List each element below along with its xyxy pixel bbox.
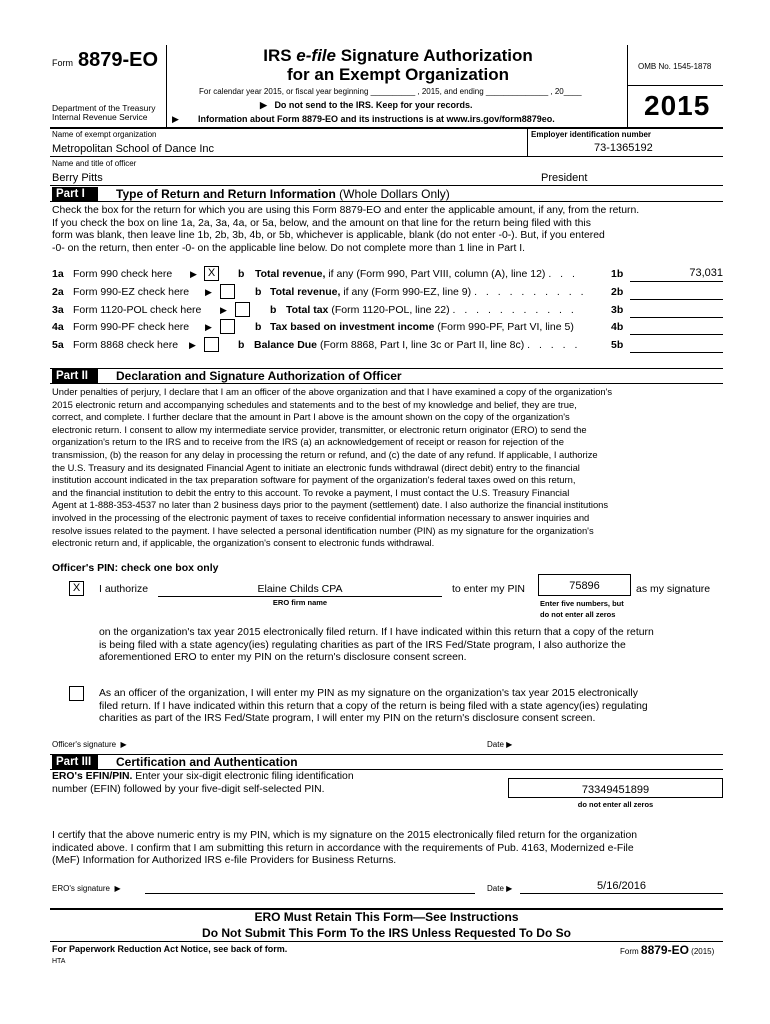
form-title: IRS e-file Signature Authorization for an Exempt Organization [263, 46, 533, 84]
footer-form-id: Form 8879-EO (2015) [620, 943, 715, 957]
officer-title: President [541, 172, 588, 184]
arrow-icon: ▶ [205, 322, 212, 332]
calendar-year-line: For calendar year 2015, or fiscal year beginning __________ , 2015, and ending ______________ , 20____ [199, 87, 582, 96]
part1-title: Type of Return and Return Information (Whole Dollars Only) [116, 187, 450, 201]
as-my-signature-label: as my signature [636, 583, 711, 595]
option2-text: As an officer of the organization, I will enter my PIN as my signature on the organization's tax year 2015 electronically filed return. If I have indicated within this return that a copy of the return is being filed with a state agency(ies) regulating charities as part of the IRS Fed/State program, I will enter my PIN on the return's disclosure consent screen. [99, 688, 648, 725]
hta-label: HTA [52, 958, 66, 965]
arrow-icon: ▶ [172, 114, 179, 124]
part1-label: Part I [52, 187, 98, 201]
form-1120pol-checkbox[interactable] [235, 302, 250, 317]
ero-signature-label: ERO's signature ▶ [52, 884, 121, 893]
ero-date-value[interactable]: 5/16/2016 [597, 880, 646, 892]
officer-pin-value: 75896 [569, 580, 600, 592]
part2-label: Part II [52, 369, 98, 383]
tax-year: 2015 [644, 90, 711, 121]
ein-label: Employer identification number [531, 130, 652, 139]
do-not-send-line: ▶ Do not send to the IRS. Keep for your records. [260, 100, 473, 110]
form-8868-checkbox[interactable] [204, 337, 219, 352]
do-not-submit-notice: Do Not Submit This Form To the IRS Unless Requested To Do So [202, 926, 571, 940]
ero-date-label: Date ▶ [487, 884, 513, 893]
ero-firm-name-value[interactable]: Elaine Childs CPA [257, 583, 343, 595]
arrow-icon: ▶ [112, 884, 121, 893]
part3-label: Part III [52, 755, 98, 769]
arrow-icon: ▶ [189, 340, 196, 350]
org-name-value: Metropolitan School of Dance Inc [52, 143, 215, 155]
arrow-icon: ▶ [506, 740, 513, 749]
perjury-declaration: Under penalties of perjury, I declare that I am an officer of the above organization and that I have examined a copy of the organization's 2015 electronic return and accompanying schedules and statements and to the best of my knowledge and belief, they are true, correct, and complete. I further declare that the amount in Part I above is the amount shown on the copy of the organization's electronic return. I consent to allow my intermediate service provider, transmitter, or electronic return originator (ERO) to send the organization's return to the IRS and to receive from the IRS (a) an acknowledgement of receipt or reason for rejection of the transmission, (b) the reason for any delay in processing the return or refund, and (c) the date of any refund. If applicable, I authorize the U.S. Treasury and its designated Financial Agent to initiate an electronic funds withdrawal (direct debit) entry to the financial institution account indicated in the tax preparation software for payment of the organization's federal taxes owed on this return, and the financial institution to debit the entry to this account. To revoke a payment, I must contact the U.S. Treasury Financial Agent at 1-888-353-4537 no later than 2 business days prior to the payment (settlement) date. I also authorize the financial institutions involved in the processing of the electronic payment of taxes to receive confidential information necessary to answer inquiries and resolve issues related to the payment. I have selected a personal identification number (PIN) as my signature for the organization's electronic return and, if applicable, the organization's consent to electronic funds withdrawal. [52, 386, 613, 549]
form-990ez-checkbox[interactable] [220, 284, 235, 299]
to-enter-pin-label: to enter my PIN [452, 583, 525, 595]
ero-retain-notice: ERO Must Retain This Form—See Instructions [254, 910, 519, 924]
part2-title: Declaration and Signature Authorization of Officer [116, 369, 402, 383]
paperwork-notice: For Paperwork Reduction Act Notice, see back of form. [52, 944, 288, 954]
ein-value: 73-1365192 [594, 142, 653, 154]
department-line2: Internal Revenue Service [52, 112, 148, 122]
arrow-icon: ▶ [220, 305, 227, 315]
arrow-icon: ▶ [506, 884, 513, 893]
arrow-icon: ▶ [190, 269, 197, 279]
efin-note: do not enter all zeros [577, 800, 654, 809]
info-line: Information about Form 8879-EO and its instructions is at www.irs.gov/form8879eo. [198, 114, 555, 124]
form-number: 8879-EO [78, 49, 159, 71]
efin-pin-value: 73349451899 [581, 784, 650, 796]
i-authorize-label: I authorize [99, 583, 149, 595]
arrow-icon: ▶ [205, 287, 212, 297]
option1-text: on the organization's tax year 2015 electronically filed return. If I have indicated within this return that a copy of the return is being filed with a state agency(ies) regulating charities as part of the IRS Fed/State program, I also authorize the aforementioned ERO to enter my PIN on the return's disclosure consent screen. [99, 627, 654, 664]
pin-note: Enter five numbers, but do not enter all zeros [540, 599, 624, 619]
efin-instructions: ERO's EFIN/PIN. Enter your six-digit electronic filing identification number (EFIN) followed by your five-digit self-selected PIN. [52, 771, 354, 795]
certification-text: I certify that the above numeric entry is my PIN, which is my signature on the 2015 electronically filed return for the organization indicated above. I confirm that I am submitting this return in accordance with the requirements of Pub. 4163, Modernized e-File (MeF) Information for Authorized IRS e-file Providers for Business Returns. [52, 830, 638, 867]
omb-number: OMB No. 1545-1878 [638, 62, 712, 71]
arrow-icon: ▶ [260, 100, 275, 110]
authorize-ero-checkbox[interactable]: X [69, 581, 84, 596]
officer-date-label: Date ▶ [487, 740, 513, 749]
org-name-label: Name of exempt organization [52, 130, 157, 139]
part1-instructions: Check the box for the return for which you are using this Form 8879-EO and enter the applicable amount, if any, from the return. If you check the box on line 1a, 2a, 3a, 4a, or 5a, below, and the amount on that line for the return being filed with this form was blank, then leave line 1b, 2b, 3b, 4b, or 5b, whichever is applicable, blank (do not enter -0-). But, if you entered -0- on the return, then enter -0- on the applicable line below. Do not complete more than 1 line in Part I. [52, 205, 640, 254]
line-1b-value[interactable]: 73,031 [689, 267, 723, 279]
officer-pin-heading: Officer's PIN: check one box only [52, 562, 219, 574]
part3-title: Certification and Authentication [116, 755, 298, 769]
form-990pf-checkbox[interactable] [220, 319, 235, 334]
form-label: Form [52, 58, 73, 68]
arrow-icon: ▶ [118, 740, 127, 749]
department-line1: Department of the Treasury [52, 103, 156, 113]
officer-enter-pin-checkbox[interactable] [69, 686, 84, 701]
officer-signature-label: Officer's signature ▶ [52, 740, 127, 749]
ero-firm-name-label: ERO firm name [272, 598, 328, 607]
form-990-checkbox[interactable]: X [204, 266, 219, 281]
officer-name: Berry Pitts [52, 172, 103, 184]
officer-label: Name and title of officer [52, 159, 137, 168]
